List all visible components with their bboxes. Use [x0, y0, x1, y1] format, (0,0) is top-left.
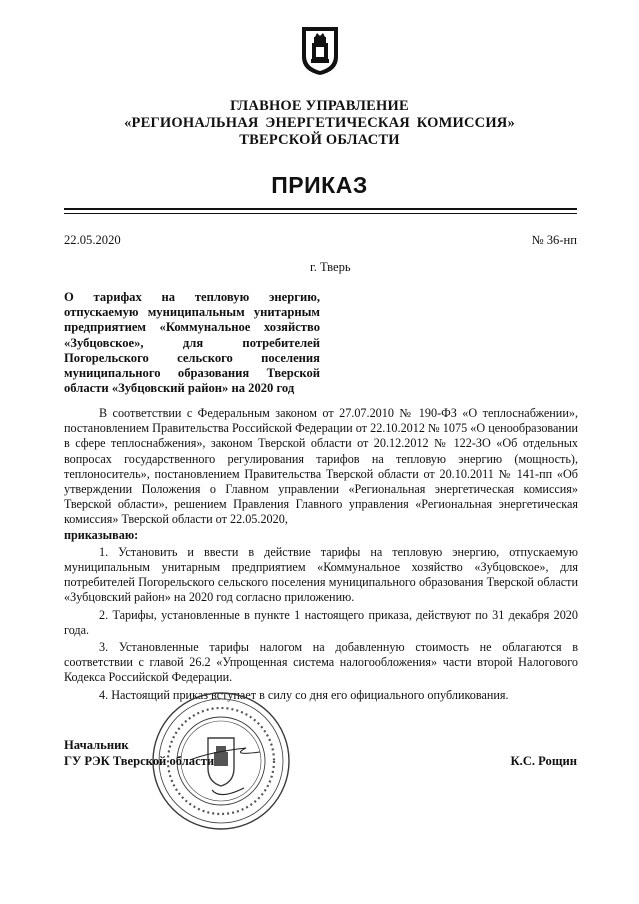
signatory-position-line-2: ГУ РЭК Тверской области	[64, 753, 215, 768]
signatory-name: К.С. Рощин	[510, 754, 577, 768]
subject-line: предприятием «Коммунальное хозяйство	[64, 320, 320, 335]
signatory-position-line-1: Начальник	[64, 738, 129, 752]
coat-of-arms-icon	[300, 25, 340, 77]
org-name-line-2: «РЕГИОНАЛЬНАЯ ЭНЕРГЕТИЧЕСКАЯ КОМИССИЯ»	[124, 115, 515, 131]
signatory-position	[64, 738, 214, 769]
document-body	[64, 406, 578, 703]
document-city: г. Тверь	[310, 260, 351, 274]
header-rule-thin	[64, 213, 577, 214]
subject-line: отпускаемую муниципальным унитарным	[64, 305, 320, 320]
org-name-line-1: ГЛАВНОЕ УПРАВЛЕНИЕ	[230, 98, 409, 114]
preamble-paragraph: В соответствии с Федеральным законом от 27.07.2010 № 190-ФЗ «О теплоснабжении», постановлением Правительства Российской Федерации от 22.10.2012 № 1075 «О ценообразовании в сфере теплоснабжения», законом Тверской области от 20.12.2012 № 122-ЗО «Об отдельных вопросах государственного регулирования тарифов на тепловую энергию (мощность), теплоноситель», постановлением Правительства Тверской области от 20.10.2011 № 141-пп «Об утверждении Положения о Главном управлении «Региональная энергетическая комиссия» Тверской области», решением Правления Главного управления «Региональная энергетическая комиссия» Тверской области от 22.05.2020,	[64, 406, 578, 527]
document-number: № 36-нп	[531, 233, 577, 247]
header-rule-thick	[64, 208, 577, 210]
subject-line: «Зубцовское», для потребителей	[64, 335, 320, 350]
document-subject	[64, 290, 320, 396]
document-date: 22.05.2020	[64, 233, 121, 247]
order-item-2: 2. Тарифы, установленные в пункте 1 настоящего приказа, действуют по 31 декабря 2020 года.	[64, 607, 578, 637]
order-item-3: 3. Установленные тарифы налогом на добавленную стоимость не облагаются в соответствии с главой 26.2 «Упрощенная система налогообложения» части второй Налогового Кодекса Российской Федерации.	[64, 640, 578, 685]
org-name-line-3: ТВЕРСКОЙ ОБЛАСТИ	[239, 132, 400, 148]
subject-line: Погорельского сельского поселения	[64, 350, 320, 365]
subject-line: муниципального образования Тверской	[64, 366, 320, 381]
document-type: ПРИКАЗ	[271, 172, 368, 198]
order-item-4: 4. Настоящий приказ вступает в силу со дня его официального опубликования.	[99, 687, 509, 702]
subject-line: области «Зубцовский район» на 2020 год	[64, 381, 295, 396]
subject-line: О тарифах на тепловую энергию,	[64, 290, 320, 304]
order-item-1: 1. Установить и ввести в действие тарифы на тепловую энергию, отпускаемую муниципальным унитарным предприятием «Коммунальное хозяйство «Зубцовское», для потребителей Погорельского сельского поселения муниципального образования Тверской области «Зубцовский район» на 2020 год согласно приложению.	[64, 544, 578, 605]
order-word: приказываю:	[64, 527, 139, 542]
